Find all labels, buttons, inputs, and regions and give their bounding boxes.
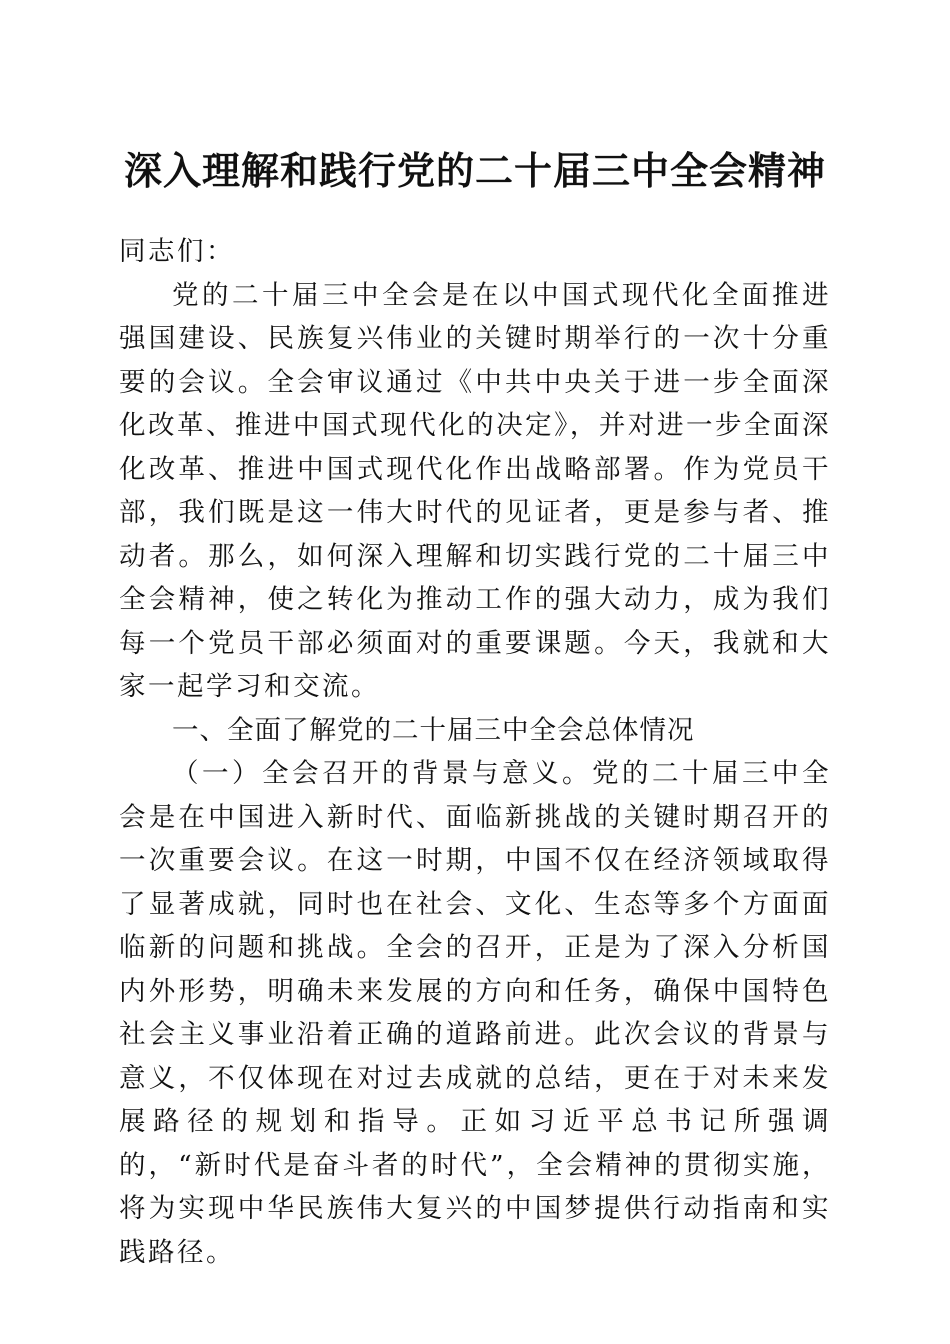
subsection-text: 党的二十届三中全会是在中国进入新时代、面临新挑战的关键时期召开的一次重要会议。在这一时期，中国不仅在经济领域取得了显著成就，同时也在社会、文化、生态等多个方面面临新的问题和挑战。全会的召开，正是为了深入分析国内外形势，明确未来发展的方向和任务，确保中国特色社会主义事业沿着正确的道路前进。此次会议的背景与意义，不仅体现在对过去成就的总结，更在于对未来发展路径的规划和指导。正如习近平总书记所强调的，“新时代是奋斗者的时代”，全会精神的贯彻实施，将为实现中华民族伟大复兴的中国梦提供行动指南和实践路径。 — [119, 758, 831, 1268]
subsection-lead: （一）全会召开的背景与意义。 — [172, 758, 592, 789]
intro-paragraph: 党的二十届三中全会是在以中国式现代化全面推进强国建设、民族复兴伟业的关键时期举行的一次十分重要的会议。全会审议通过《中共中央关于进一步全面深化改革、推进中国式现代化的决定》，并对进一步全面深化改革、推进中国式现代化作出战略部署。作为党员干部，我们既是这一伟大时代的见证者，更是参与者、推动者。那么，如何深入理解和切实践行党的二十届三中全会精神，使之转化为推动工作的强大动力，成为我们每一个党员干部必须面对的重要课题。今天，我就和大家一起学习和交流。 — [119, 279, 831, 702]
subsection-paragraph-1 — [119, 752, 831, 1274]
section-heading-1: 一、全面了解党的二十届三中全会总体情况 — [172, 714, 695, 746]
document-title: 深入理解和践行党的二十届三中全会精神 — [123, 148, 826, 193]
document-body — [119, 230, 831, 1274]
salutation: 同志们： — [119, 236, 235, 267]
